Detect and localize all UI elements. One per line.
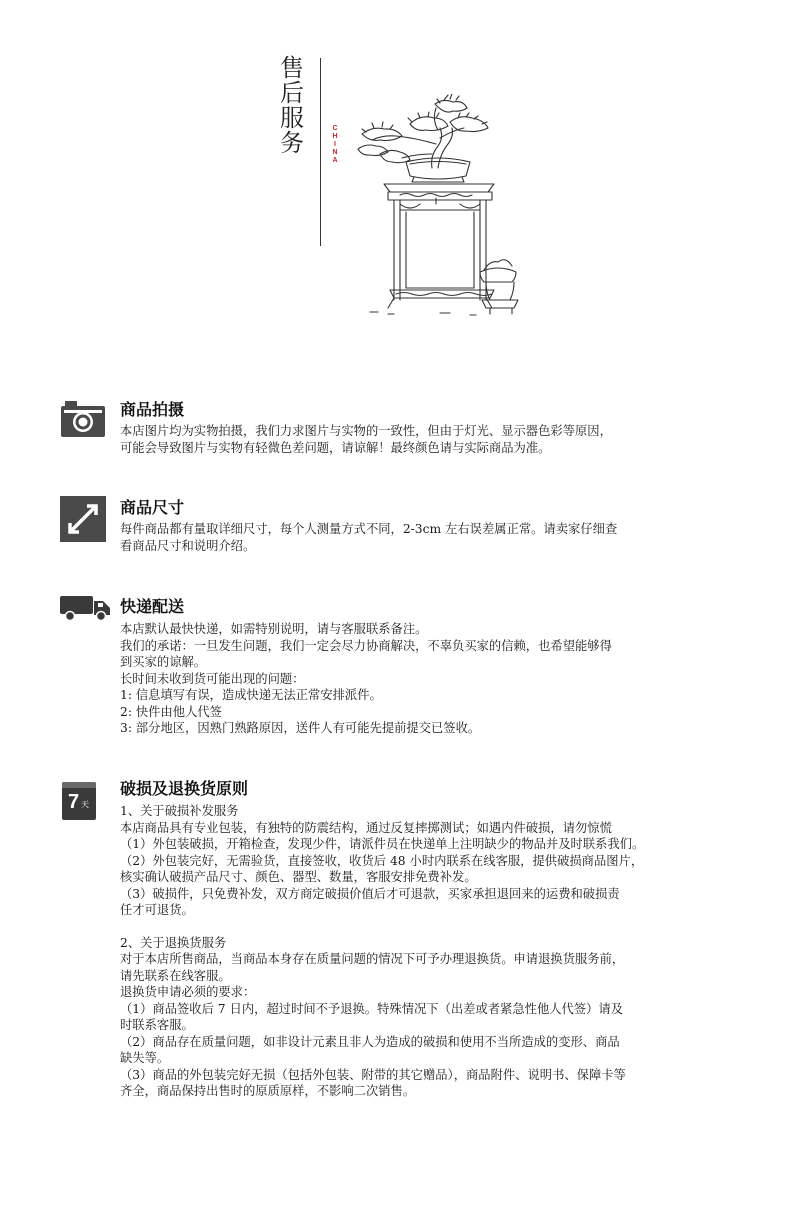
calendar-unit: 天 — [81, 800, 89, 809]
body-line: 1、关于破损补发服务 — [120, 804, 239, 818]
body-line: 时联系客服。 — [120, 1018, 194, 1032]
body-line: 任才可退货。 — [120, 903, 194, 917]
body-line: 本店图片均为实物拍摄，我们力求图片与实物的一致性，但由于灯光、显示器色彩等原因， — [120, 424, 612, 438]
body-line: 2: 快件由他人代签 — [120, 704, 222, 719]
section-title: 商品拍摄 — [120, 400, 185, 419]
section-body — [120, 423, 740, 456]
body-line: 缺失等。 — [120, 1051, 170, 1065]
body-line: （2）商品存在质量问题，如非设计元素且非人为造成的破损和使用不当所造成的变形、商品 — [120, 1034, 620, 1049]
body-line: 退换货申请必须的要求： — [120, 985, 256, 999]
calendar-number: 7 — [68, 791, 80, 813]
body-line: 2、关于退换货服务 — [120, 935, 227, 950]
china-letter: H — [332, 133, 338, 140]
body-line: （2）外包装完好，无需验货，直接签收，收货后 48 小时内联系在线客服，提供破损商品图片， — [120, 853, 644, 868]
china-letter: A — [332, 157, 338, 164]
calendar-7-days-icon — [62, 782, 96, 820]
body-line: （3）商品的外包装完好无损（包括外包装、附带的其它赠品），商品附件、说明书、保障卡等 — [120, 1067, 626, 1082]
bonsai-stand-illustration — [340, 94, 525, 322]
body-line: 可能会导致图片与实物有轻微色差问题，请谅解！最终颜色请与实际商品为准。 — [120, 440, 551, 455]
body-line: 3: 部分地区，因熟门熟路原因，送件人有可能先提前提交已签收。 — [120, 721, 481, 735]
body-line: （1）商品签收后 7 日内，超过时间不予退换。特殊情况下（出差或者紧急性他人代签）请及 — [120, 1001, 624, 1016]
section-title: 商品尺寸 — [120, 498, 185, 517]
body-line: 1: 信息填写有误，造成快递无法正常安排派件。 — [120, 688, 382, 702]
section-title: 破损及退换货原则 — [120, 779, 249, 798]
title-char: 服 — [280, 104, 304, 132]
title-char: 后 — [280, 79, 304, 107]
page-title — [278, 56, 306, 156]
body-line: （1）外包装破损，开箱检查，发现少件，请派件员在快递单上注明缺少的物品并及时联系我们。 — [120, 837, 645, 851]
china-letter: N — [332, 149, 338, 156]
delivery-truck-icon — [60, 594, 112, 622]
body-line: 长时间未收到货可能出现的问题： — [120, 671, 305, 686]
body-line: 每件商品都有量取详细尺寸，每个人测量方式不同，2-3cm 左右误差属正常。请卖家仔细查 — [120, 522, 618, 536]
camera-icon — [60, 398, 106, 438]
body-line: 看商品尺寸和说明介绍。 — [120, 538, 256, 553]
body-line: 到买家的谅解。 — [120, 655, 207, 669]
section-title: 快递配送 — [120, 597, 185, 616]
title-divider — [320, 58, 321, 246]
body-line: （3）破损件，只免费补发，双方商定破损价值后才可退款，买家承担退回来的运费和破损责 — [120, 886, 620, 901]
title-char: 务 — [280, 129, 304, 157]
china-label — [331, 125, 339, 165]
section-body — [120, 803, 760, 1100]
resize-arrow-icon — [60, 496, 106, 542]
body-line: 我们的承诺：一旦发生问题，我们一定会尽力协商解决，不辜负买家的信赖，也希望能够得 — [120, 638, 612, 653]
body-line: 齐全，商品保持出售时的原质原样，不影响二次销售。 — [120, 1084, 416, 1098]
body-line: 本店默认最快快递，如需特别说明，请与客服联系备注。 — [120, 622, 428, 636]
china-letter: I — [334, 141, 336, 148]
china-letter: C — [332, 125, 338, 132]
title-char: 售 — [280, 54, 304, 82]
body-line: 核实确认破损产品尺寸、颜色、器型、数量，客服安排免费补发。 — [120, 870, 477, 884]
body-line: 对于本店所售商品，当商品本身存在质量问题的情况下可予办理退换货。申请退换货服务前， — [120, 952, 625, 966]
body-line: 请先联系在线客服。 — [120, 968, 231, 983]
section-body — [120, 621, 740, 737]
section-body — [120, 521, 740, 554]
paragraph-gap — [120, 919, 760, 935]
body-line: 本店商品具有专业包装，有独特的防震结构，通过反复摔掷测试；如遇内件破损，请勿惊慌 — [120, 820, 612, 835]
